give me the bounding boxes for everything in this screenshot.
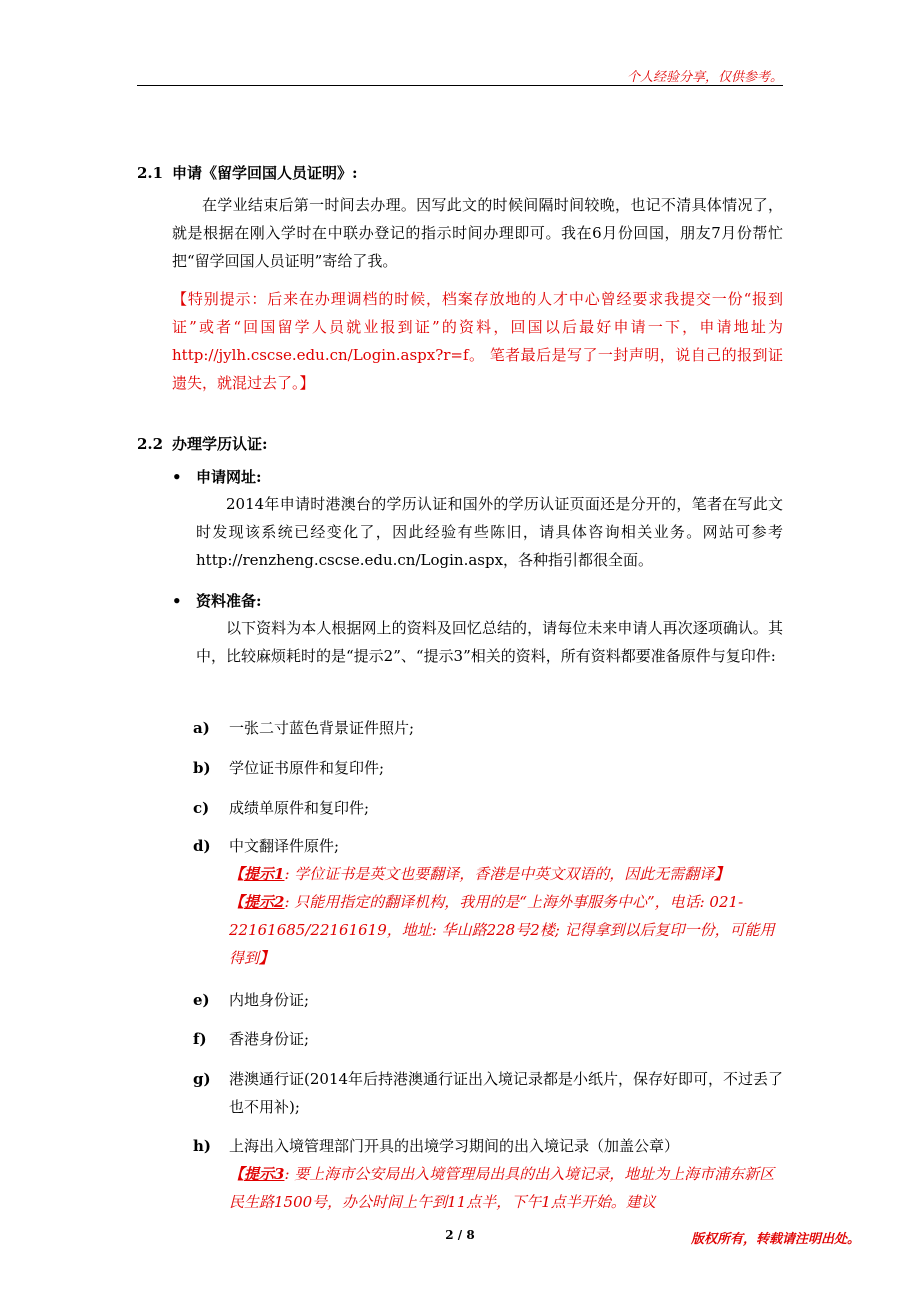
section-title: 申请《留学回国人员证明》: — [172, 164, 358, 182]
list-item — [193, 1132, 785, 1216]
tip-2: 【提示2: 只能用指定的翻译机构，我用的是“上海外事服务中心”，电话: 021-22161685/22161619，地址: 华山路228号2楼; 记得拿到以后复印一份，可能用得到】 — [229, 893, 775, 967]
materials-paragraph: 以下资料为本人根据网上的资料及回忆总结的，请每位未来申请人再次逐项确认。其中，比较麻烦耗时的是“提示2”、“提示3”相关的资料，所有资料都要准备原件与复印件: — [196, 619, 783, 665]
page-number: 2 / 8 — [445, 1228, 475, 1242]
item-text: 上海出入境管理部门开具的出境学习期间的出入境记录（加盖公章） — [229, 1137, 680, 1155]
section-2-1-heading — [137, 162, 358, 183]
list-item — [193, 754, 785, 782]
application-url-paragraph: 2014年申请时港澳台的学历认证和国外的学历认证页面还是分开的，笔者在写此文时发现该系统已经变化了，因此经验有些陈旧，请具体咨询相关业务。网站可参考 http://renzheng.cscse.edu.cn/Login.aspx，各种指引都很全面。 — [196, 495, 783, 569]
item-text: 港澳通行证(2014年后持港澳通行证出入境记录都是小纸片，保存好即可，不过丢了也不用补); — [229, 1070, 784, 1116]
tip-tag: 提示2 — [244, 893, 285, 911]
section-2-2-heading — [137, 433, 268, 454]
section-number: 2.2 — [137, 435, 164, 453]
item-text: 学位证书原件和复印件; — [229, 759, 385, 777]
item-label: a) — [193, 719, 210, 737]
header-rule — [137, 85, 783, 86]
list-item — [193, 832, 785, 972]
tip-tag: 提示3 — [244, 1165, 285, 1183]
list-item — [193, 794, 785, 822]
item-label: h) — [193, 1137, 212, 1155]
item-label: c) — [193, 799, 210, 817]
item-label: e) — [193, 991, 210, 1009]
item-text: 成绩单原件和复印件; — [229, 799, 370, 817]
item-label: g) — [193, 1070, 211, 1088]
bullet-materials — [172, 590, 262, 611]
item-label: f) — [193, 1030, 207, 1048]
bullet-icon: • — [172, 468, 182, 486]
header-note: 个人经验分享，仅供参考。 — [626, 70, 783, 85]
list-item — [193, 1065, 785, 1121]
copyright-note: 版权所有，转载请注明出处。 — [690, 1232, 860, 1247]
section-2-1-paragraph: 在学业结束后第一时间去办理。因写此文的时候间隔时间较晚，也记不清具体情况了，就是根据在刚入学时在中联办登记的指示时间办理即可。我在6月份回国，朋友7月份帮忙把“留学回国人员证明”寄给了我。 — [172, 196, 783, 270]
item-text: 中文翻译件原件; — [229, 837, 340, 855]
tip-tag: 提示1 — [244, 865, 285, 883]
item-label: b) — [193, 759, 211, 777]
list-item — [193, 714, 785, 742]
bullet-title: 资料准备: — [196, 592, 262, 610]
item-text: 香港身份证; — [229, 1030, 310, 1048]
item-text: 一张二寸蓝色背景证件照片; — [229, 719, 415, 737]
list-item — [193, 986, 785, 1014]
special-notice: 【特别提示：后来在办理调档的时候，档案存放地的人才中心曾经要求我提交一份“报到证”或者“回国留学人员就业报到证”的资料，回国以后最好申请一下，申请地址为 http://jylh.cscse.edu.cn/Login.aspx?r=f。 笔者最后是写了一封声明，说自己的报到证遗失，就混过去了。】 — [172, 290, 783, 392]
tip-3: 【提示3: 要上海市公安局出入境管理局出具的出入境记录，地址为上海市浦东新区民生路1500号，办公时间上午到11点半，下午1点半开始。建议 — [229, 1165, 775, 1211]
tip-1: 【提示1: 学位证书是英文也要翻译，香港是中英文双语的，因此无需翻译】 — [229, 865, 730, 883]
section-title: 办理学历认证: — [172, 435, 268, 453]
item-text: 内地身份证; — [229, 991, 310, 1009]
bullet-application-url — [172, 466, 262, 487]
section-number: 2.1 — [137, 164, 164, 182]
item-label: d) — [193, 837, 211, 855]
list-item — [193, 1025, 785, 1053]
bullet-icon: • — [172, 592, 182, 610]
bullet-title: 申请网址: — [196, 468, 262, 486]
